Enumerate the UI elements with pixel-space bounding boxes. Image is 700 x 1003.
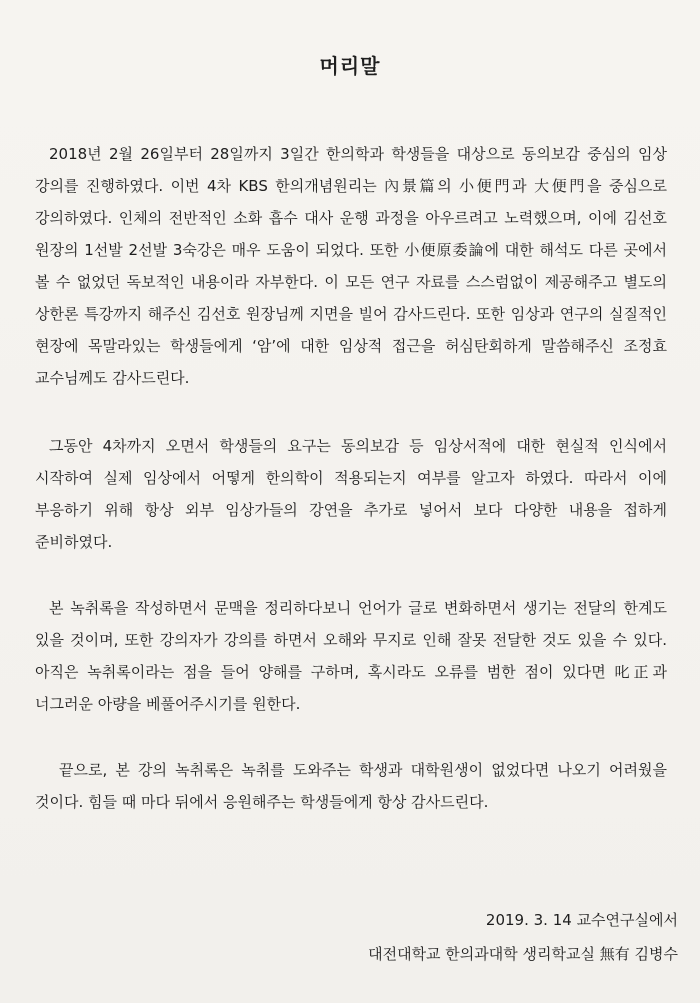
signature-author: 대전대학교 한의과대학 생리학교실 無有 김병수 (368, 945, 678, 963)
paragraph-3: 본 녹취록을 작성하면서 문맥을 정리하다보니 언어가 글로 변화하면서 생기는 전달의 한계도 있을 것이며, 또한 강의자가 강의를 하면서 오해와 무지로 인해 잘못 전달한 것도 있을 수 있다. 아직은 녹취록이라는 점을 들어 양해를 구하며, 혹시라도 오류를 범한 점이 있다면 叱正과 너그러운 아량을 베풀어주시기를 원한다. (35, 599, 667, 713)
paragraph-2: 그동안 4차까지 오면서 학생들의 요구는 동의보감 등 임상서적에 대한 현실적 인식에서 시작하여 실제 임상에서 어떻게 한의학이 적용되는지 여부를 알고자 하였다. 따라서 이에 부응하기 위해 항상 외부 임상가들의 강연을 추가로 넣어서 보다 다양한 내용을 접하게 준비하였다. (35, 437, 667, 551)
signature-block (368, 903, 678, 971)
paragraph-1: 2018년 2월 26일부터 28일까지 3일간 한의학과 학생들을 대상으로 동의보감 중심의 임상 강의를 진행하였다. 이번 4차 KBS 한의개념원리는 內景篇의 小便門과 大便門을 중심으로 강의하였다. 인체의 전반적인 소화 흡수 대사 운행 과정을 아우르려고 노력했으며, 이에 김선호 원장의 1선발 2선발 3숙강은 매우 도움이 되었다. 또한 小便原委論에 대한 해석도 다른 곳에서 볼 수 없었던 독보적인 내용이라 자부한다. 이 모든 연구 자료를 스스럼없이 제공해주고 별도의 상한론 특강까지 해주신 김선호 원장님께 지면을 빌어 감사드린다. 또한 임상과 연구의 실질적인 현장에 목말라있는 학생들에게 ‘암’에 대한 임상적 접근을 허심탄회하게 말씀해주신 조정효 교수님께도 감사드린다. (35, 145, 667, 387)
page-title: 머리말 (319, 54, 381, 78)
signature-date-place: 2019. 3. 14 교수연구실에서 (485, 911, 678, 929)
paragraph-4: 끝으로, 본 강의 녹취록은 녹취를 도와주는 학생과 대학원생이 없었다면 나오기 어려웠을 것이다. 힘들 때 마다 뒤에서 응원해주는 학생들에게 항상 감사드린다. (35, 761, 667, 811)
preface-body (35, 138, 667, 818)
